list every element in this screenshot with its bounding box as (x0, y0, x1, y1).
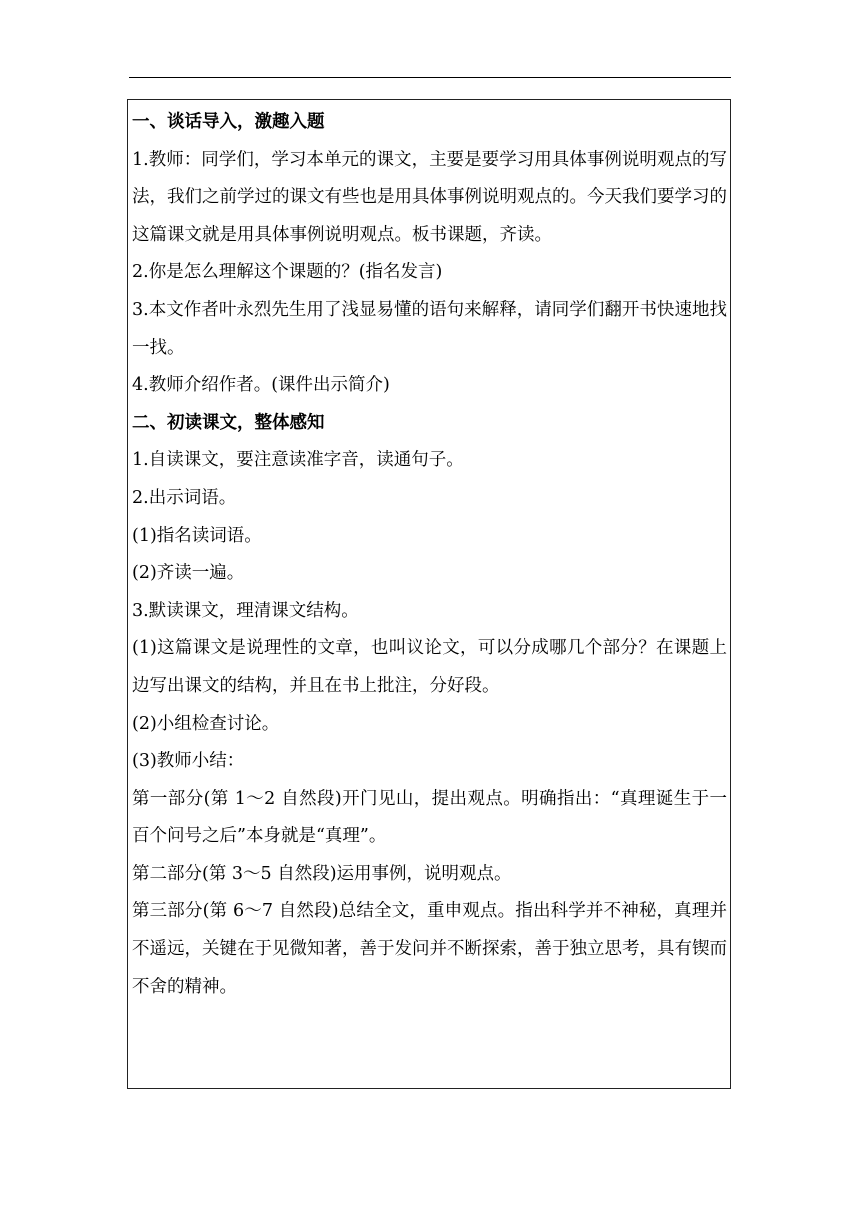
paragraph: 2.出示词语。 (132, 487, 237, 508)
paragraph: 1.教师：同学们，学习本单元的课文，主要是要学习用具体事例说明观点的写法，我们之前学过的课文有些也是用具体事例说明观点的。今天我们要学习的这篇课文就是用具体事例说明观点。板书课题，齐读。 (132, 149, 727, 245)
paragraph: (2)小组检查讨论。 (132, 713, 280, 734)
paragraph: (2)齐读一遍。 (132, 563, 245, 584)
paragraph: 4.教师介绍作者。(课件出示简介) (132, 375, 390, 396)
section-heading: 一、谈话导入，激趣入题 (132, 112, 325, 132)
paragraph: (1)指名读词语。 (132, 525, 262, 546)
paragraph: (3)教师小结： (132, 751, 245, 772)
paragraph: 第一部分(第 1～2 自然段)开门见山，提出观点。明确指出：“真理诞生于一百个问号之后”本身就是“真理”。 (132, 788, 727, 847)
paragraph: 第三部分(第 6～7 自然段)总结全文，重申观点。指出科学并不神秘，真理并不遥远，关键在于见微知著，善于发问并不断探索，善于独立思考，具有锲而不舍的精神。 (132, 901, 727, 997)
paragraph: 1.自读课文，要注意读准字音，读通句子。 (132, 450, 464, 471)
paragraph: 2.你是怎么理解这个课题的？(指名发言) (132, 262, 443, 283)
paragraph: (1)这篇课文是说理性的文章，也叫议论文，可以分成哪几个部分？在课题上边写出课文的结构，并且在书上批注，分好段。 (132, 638, 727, 696)
header-rule (129, 77, 731, 78)
paragraph: 3.默读课文，理清课文结构。 (132, 600, 359, 621)
section-heading: 二、初读课文，整体感知 (132, 412, 325, 433)
paragraph: 第二部分(第 3～5 自然段)运用事例，说明观点。 (132, 863, 512, 884)
lesson-content-box (127, 99, 731, 1089)
paragraph: 3.本文作者叶永烈先生用了浅显易懂的语句来解释，请同学们翻开书快速地找一找。 (132, 299, 727, 358)
